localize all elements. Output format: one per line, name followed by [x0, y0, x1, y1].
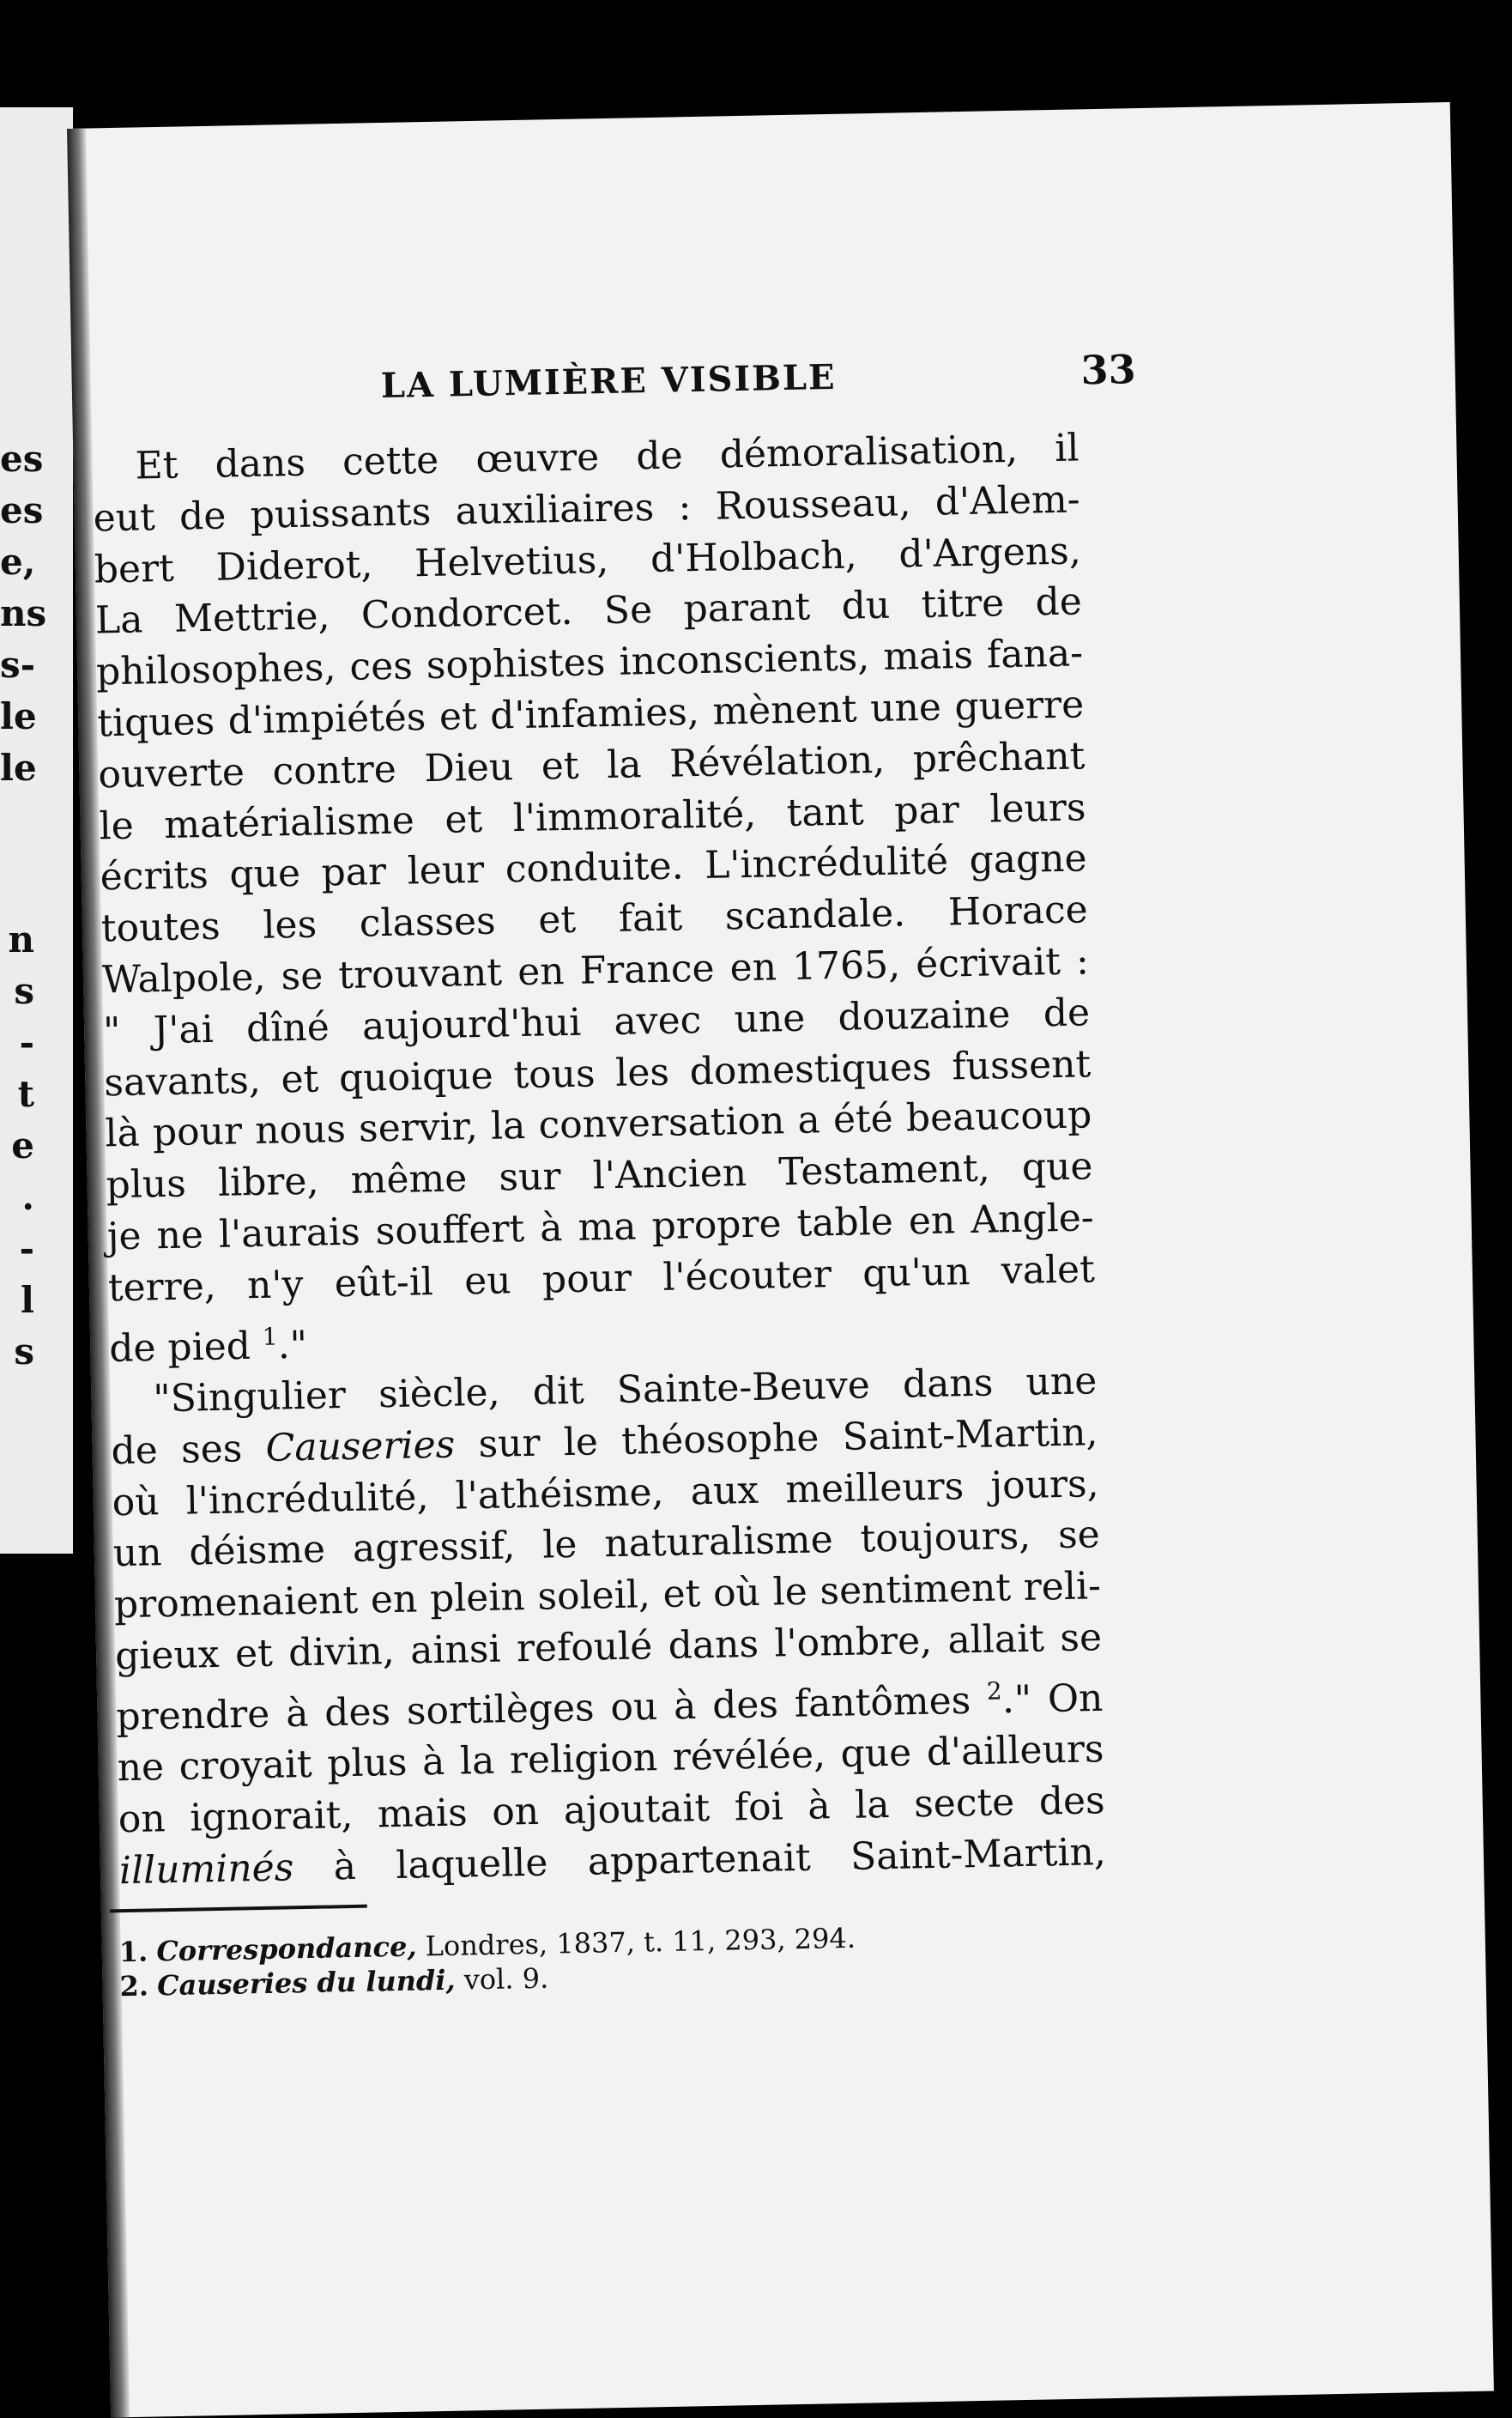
- text-line: terre, n'y eût-il eu pour l'écouter qu'un valet: [107, 1247, 1096, 1311]
- italic-word: illuminés: [118, 1845, 294, 1894]
- footnote-number: 1.: [118, 1935, 148, 1969]
- left-page-fragment: s: [14, 970, 34, 1012]
- text-line: eut de puissants auxiliaires : Rousseau, d'Alem-: [93, 477, 1080, 541]
- italic-title: Causeries: [265, 1422, 456, 1470]
- text-line: je ne l'aurais souffert à ma propre table en Angle-: [106, 1196, 1095, 1259]
- footnote-ref-1[interactable]: 1: [262, 1322, 278, 1351]
- left-page-fragment: es: [0, 438, 44, 480]
- text-line: savants, et quoique tous les domestiques fussent: [103, 1041, 1092, 1105]
- text-line: philosophes, ces sophistes inconscients, mais fana-: [95, 631, 1084, 694]
- body-text: [92, 422, 1106, 1896]
- left-page-fragment: s-: [0, 644, 36, 686]
- text-fragment: à laquelle appartenait Saint-Martin,: [293, 1829, 1107, 1890]
- footnote-title: Correspondance,: [155, 1930, 417, 1968]
- left-page-fragment: t: [17, 1073, 34, 1115]
- page-number: 33: [1080, 346, 1137, 394]
- text-line: Walpole, se trouvant en France en 1765, écrivait :: [101, 939, 1090, 1003]
- footnote-title: Causeries du lundi,: [156, 1963, 456, 2003]
- text-line: on ignorait, mais on ajoutait foi à la secte des: [118, 1779, 1106, 1842]
- text-fragment: .": [277, 1323, 308, 1367]
- footnote-text: Londres, 1837, t. 11, 293, 294.: [416, 1921, 856, 1963]
- text-line: ne croyait plus à la religion révélée, que d'ailleurs: [117, 1727, 1104, 1791]
- left-page-fragment: le: [0, 747, 37, 789]
- left-page-fragment: e: [11, 1124, 34, 1167]
- text-line: écrits que par leur conduite. L'incrédulité gagne: [100, 836, 1088, 900]
- text-fragment: sur le théosophe Saint-Martin,: [454, 1410, 1098, 1467]
- book-page: [67, 102, 1494, 2417]
- text-line: Et dans cette œuvre de démoralisation, il: [135, 426, 1080, 488]
- text-line: " J'ai dîné aujourd'hui avec une douzaine de: [102, 991, 1091, 1054]
- text-line: promenaient en plein soleil, et où le sentiment reli-: [113, 1564, 1102, 1627]
- left-page-fragment: .: [21, 1176, 34, 1218]
- text-line: bert Diderot, Helvetius, d'Holbach, d'Argens,: [94, 529, 1082, 592]
- footnotes: [118, 1918, 977, 2003]
- text-fragment: prendre à des sortilèges ou à des fantômes: [116, 1678, 988, 1739]
- text-line: ouverte contre Dieu et la Révélation, prêchant: [97, 734, 1086, 797]
- text-line: La Mettrie, Condorcet. Se parant du titre de: [94, 579, 1083, 643]
- text-line: tiques d'impiétés et d'infamies, mènent une guerre: [96, 682, 1085, 746]
- footnote-ref-2[interactable]: 2: [986, 1676, 1002, 1706]
- left-page-fragment: -: [19, 1021, 34, 1064]
- left-page-fragment: s: [14, 1330, 34, 1373]
- left-page-fragment: -: [19, 1227, 34, 1270]
- page-header: [380, 346, 1137, 417]
- running-title: LA LUMIÈRE VISIBLE: [380, 356, 837, 407]
- text-line: là pour nous servir, la conversation a été beaucoup: [105, 1093, 1092, 1156]
- left-page-fragment: es: [0, 489, 44, 531]
- text-fragment: de ses: [111, 1426, 267, 1474]
- text-fragment: ." On: [1001, 1676, 1104, 1722]
- text-line: où l'incrédulité, l'athéisme, aux meilleurs jours,: [112, 1461, 1100, 1524]
- text-fragment: de pied: [108, 1324, 263, 1371]
- text-line: "Singulier siècle, dit Sainte-Beuve dans une: [152, 1359, 1098, 1421]
- footnote-number: 2.: [119, 1969, 149, 2003]
- footnote-divider: [110, 1905, 367, 1913]
- footnote-text: vol. 9.: [455, 1961, 549, 1997]
- left-page-fragment: n: [8, 918, 34, 961]
- left-page-fragment: ns: [0, 592, 47, 634]
- text-line: plus libre, même sur l'Ancien Testament, que: [106, 1144, 1093, 1208]
- text-line: gieux et divin, ainsi refoulé dans l'ombre, allait se: [114, 1615, 1103, 1679]
- left-page-fragment: le: [0, 695, 37, 737]
- text-line: toutes les classes et fait scandale. Horace: [100, 888, 1089, 951]
- left-page-fragment: l: [21, 1279, 34, 1321]
- text-line: un déisme agressif, le naturalisme toujours, se: [112, 1512, 1101, 1576]
- left-page-fragment: e,: [0, 541, 36, 583]
- text-line: le matérialisme et l'immoralité, tant par leurs: [99, 785, 1086, 849]
